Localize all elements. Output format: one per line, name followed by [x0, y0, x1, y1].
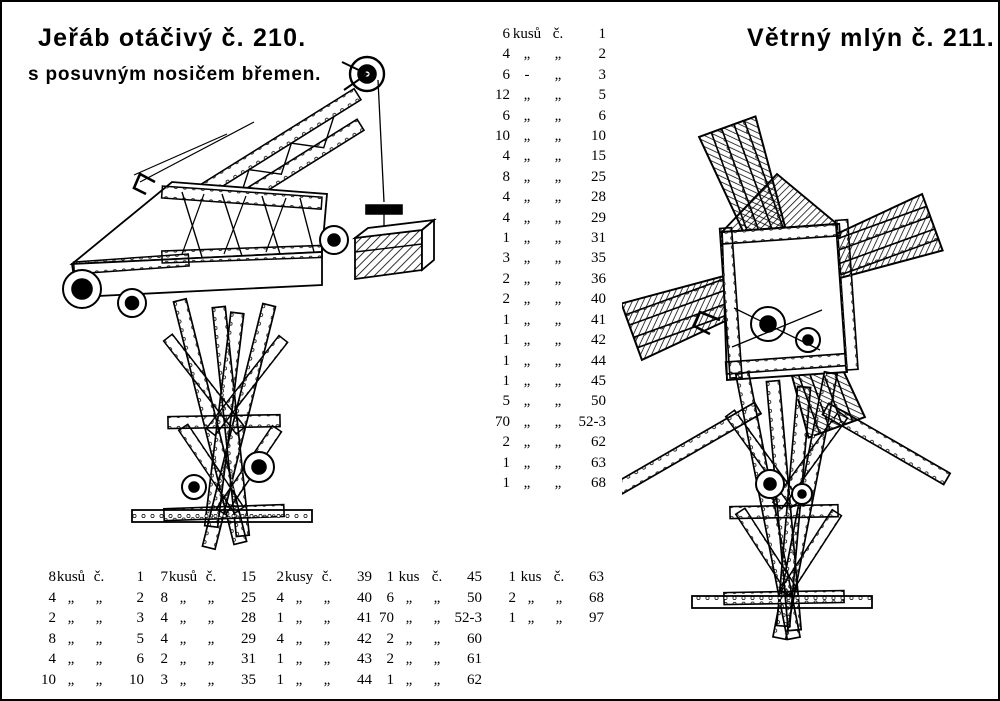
- parts-no: 45: [467, 569, 482, 585]
- parts-c: „: [554, 66, 562, 83]
- parts-list-row: [258, 670, 372, 691]
- parts-c: „: [554, 148, 562, 165]
- parts-no: 61: [467, 651, 482, 667]
- parts-no: 39: [357, 569, 372, 585]
- parts-unit: „: [67, 589, 75, 606]
- parts-unit: „: [67, 671, 75, 688]
- parts-no: 29: [591, 209, 606, 226]
- parts-list-row: [480, 269, 606, 289]
- parts-list-row: [490, 588, 604, 609]
- parts-c: „: [433, 589, 441, 606]
- parts-list-row: [30, 670, 144, 691]
- parts-no: 29: [241, 630, 256, 647]
- page-title-right: Větrný mlýn č. 211.: [747, 24, 995, 52]
- parts-list-row: [142, 629, 256, 650]
- parts-qty: 1: [276, 610, 284, 626]
- parts-unit: „: [523, 209, 531, 226]
- parts-unit: „: [179, 630, 187, 647]
- parts-c: „: [554, 474, 562, 491]
- parts-unit: „: [179, 651, 187, 667]
- parts-unit: „: [295, 589, 303, 606]
- parts-c: „: [554, 434, 562, 451]
- parts-c: „: [554, 372, 562, 389]
- parts-unit: „: [523, 393, 531, 410]
- parts-no: 28: [241, 610, 256, 626]
- parts-c: „: [554, 189, 562, 206]
- parts-list-row: [480, 24, 606, 44]
- parts-list-row: [480, 453, 606, 473]
- parts-no: 28: [591, 189, 606, 206]
- parts-no: 63: [591, 454, 606, 471]
- parts-unit: „: [523, 128, 531, 145]
- parts-list-column: [490, 567, 604, 629]
- parts-unit: „: [523, 270, 531, 287]
- parts-no: 10: [591, 128, 606, 145]
- parts-no: 2: [136, 589, 144, 606]
- parts-list-row: [142, 649, 256, 670]
- parts-no: 25: [591, 168, 606, 185]
- parts-list-row: [258, 629, 372, 650]
- parts-unit: kus: [520, 569, 542, 585]
- parts-qty: 5: [502, 393, 510, 410]
- parts-list-row: [480, 432, 606, 452]
- parts-unit: „: [523, 148, 531, 165]
- parts-no: 1: [598, 26, 606, 42]
- parts-list-row: [30, 629, 144, 650]
- parts-qty: 3: [160, 671, 168, 688]
- parts-no: 41: [357, 610, 372, 626]
- parts-qty: 70: [495, 413, 510, 430]
- parts-list-row: [480, 351, 606, 371]
- parts-qty: 12: [495, 87, 510, 104]
- parts-list-row: [142, 567, 256, 588]
- parts-unit: „: [523, 168, 531, 185]
- parts-qty: 8: [48, 569, 56, 585]
- parts-list-row: [258, 608, 372, 629]
- parts-unit: „: [523, 332, 531, 349]
- parts-unit: kusy: [284, 569, 314, 585]
- parts-c: „: [554, 87, 562, 104]
- parts-no: 97: [589, 610, 604, 626]
- parts-no: 3: [598, 66, 606, 83]
- parts-c: „: [554, 209, 562, 226]
- parts-list-row: [368, 608, 482, 629]
- parts-qty: 4: [48, 651, 56, 667]
- parts-qty: 1: [502, 352, 510, 369]
- parts-no: 44: [591, 352, 606, 369]
- parts-qty: 8: [160, 589, 168, 606]
- parts-c: „: [207, 671, 215, 688]
- parts-qty: 2: [508, 589, 516, 606]
- parts-qty: 7: [160, 569, 168, 585]
- parts-c: „: [323, 610, 331, 626]
- parts-unit: kusů: [168, 569, 198, 585]
- parts-unit: „: [523, 474, 531, 491]
- parts-no: 1: [136, 569, 144, 585]
- parts-qty: 4: [502, 148, 510, 165]
- parts-list-row: [490, 567, 604, 588]
- parts-c: „: [207, 610, 215, 626]
- parts-unit: „: [405, 589, 413, 606]
- page-title-left: Jeřáb otáčivý č. 210.: [38, 24, 307, 52]
- parts-qty: 2: [386, 651, 394, 667]
- parts-unit: „: [295, 671, 303, 688]
- parts-unit: „: [523, 230, 531, 247]
- parts-qty: 6: [502, 66, 510, 83]
- parts-list-row: [480, 44, 606, 64]
- windmill-illustration: [622, 112, 992, 672]
- parts-c: „: [554, 332, 562, 349]
- parts-no: 36: [591, 270, 606, 287]
- parts-qty: 4: [276, 589, 284, 606]
- parts-c: „: [323, 589, 331, 606]
- parts-qty: 1: [502, 474, 510, 491]
- parts-unit: „: [67, 630, 75, 647]
- parts-c: „: [433, 651, 441, 667]
- parts-list-column: [368, 567, 482, 690]
- parts-c: č.: [321, 569, 333, 585]
- parts-list-row: [258, 649, 372, 670]
- parts-list-row: [480, 310, 606, 330]
- parts-qty: 4: [160, 630, 168, 647]
- parts-qty: 6: [502, 26, 510, 42]
- parts-no: 6: [136, 651, 144, 667]
- parts-c: „: [433, 671, 441, 688]
- parts-c: „: [95, 651, 103, 667]
- parts-list-row: [480, 146, 606, 166]
- parts-no: 68: [589, 589, 604, 606]
- parts-list-row: [480, 167, 606, 187]
- parts-c: „: [323, 630, 331, 647]
- parts-no: 42: [591, 332, 606, 349]
- parts-list-row: [258, 567, 372, 588]
- parts-list-row: [480, 187, 606, 207]
- parts-qty: 70: [379, 610, 394, 626]
- parts-c: „: [554, 46, 562, 63]
- parts-list-row: [30, 588, 144, 609]
- parts-no: 3: [136, 610, 144, 626]
- parts-unit: „: [523, 413, 531, 430]
- parts-no: 40: [591, 291, 606, 308]
- parts-unit: „: [523, 189, 531, 206]
- parts-no: 62: [591, 434, 606, 451]
- parts-qty: 2: [502, 434, 510, 451]
- parts-unit: „: [179, 671, 187, 688]
- parts-unit: „: [523, 311, 531, 328]
- parts-list-column: [258, 567, 372, 690]
- parts-unit: „: [405, 610, 413, 626]
- parts-c: „: [554, 454, 562, 471]
- parts-unit: „: [295, 651, 303, 667]
- parts-c: č.: [93, 569, 105, 585]
- parts-qty: 2: [276, 569, 284, 585]
- parts-list-row: [480, 228, 606, 248]
- parts-no: 15: [241, 569, 256, 585]
- parts-list-row: [480, 289, 606, 309]
- parts-list-row: [368, 670, 482, 691]
- parts-no: 15: [591, 148, 606, 165]
- parts-no: 63: [589, 569, 604, 585]
- parts-no: 40: [357, 589, 372, 606]
- parts-qty: 6: [502, 107, 510, 124]
- parts-qty: 1: [508, 569, 516, 585]
- parts-unit: „: [523, 352, 531, 369]
- parts-no: 60: [467, 630, 482, 647]
- parts-c: „: [554, 230, 562, 247]
- parts-no: 43: [357, 651, 372, 667]
- parts-list-row: [258, 588, 372, 609]
- parts-list-row: [490, 608, 604, 629]
- parts-c: „: [95, 630, 103, 647]
- parts-c: „: [95, 589, 103, 606]
- parts-unit: „: [405, 651, 413, 667]
- parts-c: „: [554, 291, 562, 308]
- parts-unit: „: [523, 250, 531, 267]
- parts-qty: 1: [502, 454, 510, 471]
- parts-unit: kusů: [512, 26, 542, 42]
- parts-no: 5: [598, 87, 606, 104]
- parts-no: 50: [467, 589, 482, 606]
- parts-list-row: [480, 412, 606, 432]
- parts-c: „: [554, 128, 562, 145]
- parts-qty: 4: [48, 589, 56, 606]
- parts-list-row: [480, 65, 606, 85]
- parts-c: „: [555, 610, 563, 626]
- parts-no: 42: [357, 630, 372, 647]
- parts-list-row: [480, 371, 606, 391]
- parts-no: 62: [467, 671, 482, 688]
- parts-no: 10: [129, 671, 144, 688]
- parts-no: 35: [591, 250, 606, 267]
- parts-no: 52-3: [578, 413, 606, 430]
- parts-list-row: [142, 670, 256, 691]
- parts-qty: 1: [502, 372, 510, 389]
- parts-qty: 1: [508, 610, 516, 626]
- parts-no: 50: [591, 393, 606, 410]
- parts-qty: 1: [502, 332, 510, 349]
- parts-qty: 6: [386, 589, 394, 606]
- parts-unit: „: [67, 651, 75, 667]
- crane-illustration: [22, 42, 482, 562]
- parts-no: 25: [241, 589, 256, 606]
- parts-unit: „: [527, 589, 535, 606]
- parts-c: „: [207, 651, 215, 667]
- parts-c: „: [207, 630, 215, 647]
- parts-c: „: [554, 352, 562, 369]
- parts-c: č.: [205, 569, 217, 585]
- parts-c: „: [554, 393, 562, 410]
- parts-qty: 1: [502, 311, 510, 328]
- parts-unit: „: [405, 630, 413, 647]
- parts-qty: 1: [276, 671, 284, 688]
- parts-unit: „: [523, 372, 531, 389]
- parts-unit: „: [523, 87, 531, 104]
- parts-unit: „: [67, 610, 75, 626]
- parts-no: 45: [591, 372, 606, 389]
- parts-c: „: [554, 311, 562, 328]
- parts-no: 5: [136, 630, 144, 647]
- parts-list-row: [480, 473, 606, 493]
- parts-c: „: [95, 671, 103, 688]
- parts-list-row: [368, 649, 482, 670]
- parts-qty: 10: [495, 128, 510, 145]
- parts-qty: 2: [502, 291, 510, 308]
- parts-list-row: [480, 85, 606, 105]
- parts-list-row: [30, 649, 144, 670]
- parts-c: „: [95, 610, 103, 626]
- parts-qty: 1: [386, 569, 394, 585]
- parts-list-row: [480, 208, 606, 228]
- parts-c: „: [554, 250, 562, 267]
- parts-qty: 2: [48, 610, 56, 626]
- parts-list-row: [368, 567, 482, 588]
- parts-no: 68: [591, 474, 606, 491]
- parts-no: 31: [591, 230, 606, 247]
- parts-list-row: [480, 126, 606, 146]
- parts-c: „: [323, 671, 331, 688]
- parts-c: „: [554, 270, 562, 287]
- parts-qty: 4: [502, 209, 510, 226]
- parts-qty: 1: [386, 671, 394, 688]
- parts-no: 41: [591, 311, 606, 328]
- parts-list-row: [480, 391, 606, 411]
- parts-unit: „: [179, 589, 187, 606]
- parts-c: „: [207, 589, 215, 606]
- parts-no: 52-3: [454, 610, 482, 626]
- parts-no: 44: [357, 671, 372, 688]
- parts-unit: „: [295, 610, 303, 626]
- parts-unit: „: [405, 671, 413, 688]
- parts-list-row: [142, 608, 256, 629]
- parts-list-row: [368, 629, 482, 650]
- parts-qty: 2: [386, 630, 394, 647]
- parts-c: „: [433, 610, 441, 626]
- parts-c: „: [554, 413, 562, 430]
- parts-c: „: [323, 651, 331, 667]
- parts-unit: kus: [398, 569, 420, 585]
- parts-unit: „: [527, 610, 535, 626]
- parts-list-row: [30, 608, 144, 629]
- parts-qty: 8: [502, 168, 510, 185]
- parts-qty: 8: [48, 630, 56, 647]
- parts-list-row: [480, 330, 606, 350]
- page-subtitle-left: s posuvným nosičem břemen.: [28, 64, 322, 85]
- parts-no: 2: [598, 46, 606, 63]
- parts-qty: 4: [502, 189, 510, 206]
- parts-unit: „: [179, 610, 187, 626]
- parts-qty: 2: [160, 651, 168, 667]
- parts-list-row: [30, 567, 144, 588]
- parts-unit: „: [523, 46, 531, 63]
- parts-no: 31: [241, 651, 256, 667]
- parts-unit: kusů: [56, 569, 86, 585]
- parts-c: č.: [553, 569, 565, 585]
- windmill-parts-list: [480, 24, 606, 493]
- parts-list-row: [480, 248, 606, 268]
- parts-qty: 1: [502, 230, 510, 247]
- parts-unit: -: [524, 66, 530, 83]
- parts-c: č.: [552, 26, 564, 42]
- parts-qty: 3: [502, 250, 510, 267]
- parts-unit: „: [523, 107, 531, 124]
- parts-c: č.: [431, 569, 443, 585]
- parts-unit: „: [295, 630, 303, 647]
- parts-no: 35: [241, 671, 256, 688]
- parts-c: „: [554, 168, 562, 185]
- parts-c: „: [554, 107, 562, 124]
- parts-list-row: [480, 106, 606, 126]
- parts-qty: 4: [160, 610, 168, 626]
- parts-qty: 10: [41, 671, 56, 688]
- parts-unit: „: [523, 434, 531, 451]
- parts-c: „: [555, 589, 563, 606]
- parts-unit: „: [523, 454, 531, 471]
- parts-unit: „: [523, 291, 531, 308]
- parts-list-row: [368, 588, 482, 609]
- parts-no: 6: [598, 107, 606, 124]
- parts-c: „: [433, 630, 441, 647]
- parts-qty: 4: [502, 46, 510, 63]
- parts-list-column: [30, 567, 144, 690]
- parts-qty: 1: [276, 651, 284, 667]
- parts-qty: 2: [502, 270, 510, 287]
- parts-list-row: [142, 588, 256, 609]
- parts-list-column: [142, 567, 256, 690]
- parts-qty: 4: [276, 630, 284, 647]
